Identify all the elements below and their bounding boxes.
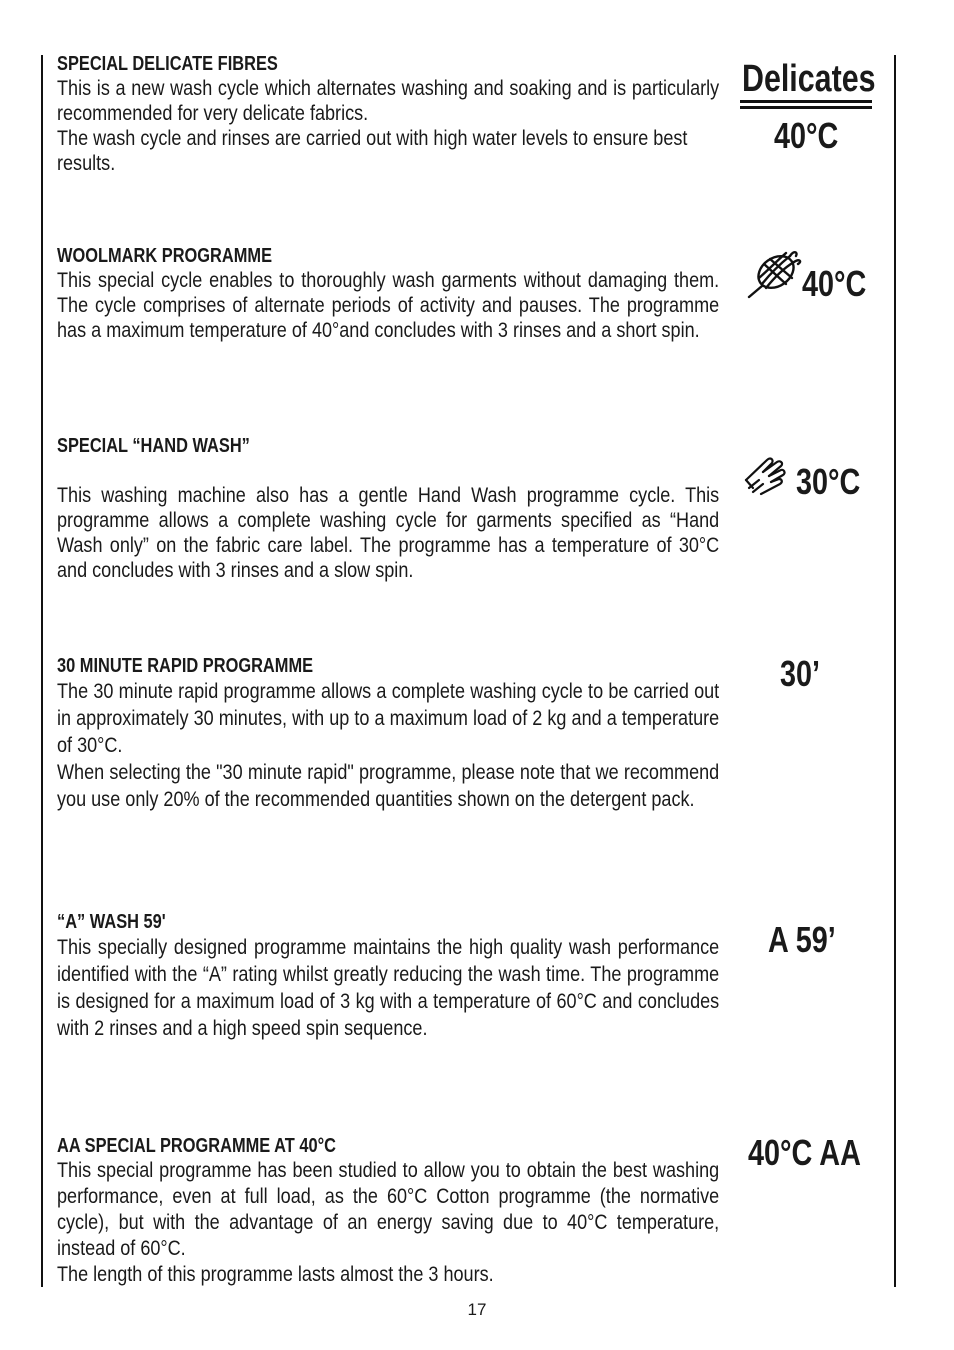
handwash-temperature: 30°C <box>796 461 861 502</box>
section-heading: WOOLMARK PROGRAMME <box>57 245 273 267</box>
section-special-delicate-fibres <box>57 52 720 176</box>
section-paragraph: This special cycle enables to thoroughly wash garments without damaging them. The cycle comprises of alternate periods of activity and pauses. The programme has a maximum temperature of 40°and concludes with 3 rinses and a short spin. <box>57 269 720 342</box>
section-woolmark-programme <box>57 244 720 343</box>
section-aa-special-programme <box>57 1134 720 1288</box>
section-paragraph: When selecting the "30 minute rapid" programme, please note that we recommend you use only 20% of the recommended quantities shown on the detergent pack. <box>57 761 720 811</box>
delicates-temperature: 40°C <box>774 115 839 156</box>
section-heading: SPECIAL “HAND WASH” <box>57 435 250 457</box>
section-heading: SPECIAL DELICATE FIBRES <box>57 53 278 75</box>
section-paragraph: The 30 minute rapid programme allows a complete washing cycle to be carried out in approximately 30 minutes, with up to a maximum load of 2 kg and a temperature of 30°C. <box>57 680 720 757</box>
section-heading: AA SPECIAL PROGRAMME AT 40°C <box>57 1135 337 1157</box>
section-a-wash-59 <box>57 910 720 1042</box>
section-heading: “A” WASH 59' <box>57 911 166 933</box>
section-heading: 30 MINUTE RAPID PROGRAMME <box>57 655 314 677</box>
section-paragraph: This specially designed programme maintains the high quality wash performance identified with the “A” rating whilst greatly reducing the wash time. The programme is designed for a maximum load of 3 kg with a temperature of 60°C and concludes with 2 rinses and a high speed spin sequence. <box>57 936 720 1040</box>
page-number: 17 <box>467 1300 487 1319</box>
a59-label: A 59’ <box>768 919 836 960</box>
section-hand-wash <box>57 434 720 583</box>
section-paragraph: This special programme has been studied to allow you to obtain the best washing performance, even at full load, as the 60°C Cotton programme (the normative cycle), but with the advantage of an energy saving due to 40°C temperature, instead of 60°C. <box>57 1159 720 1260</box>
aa-label: 40°C AA <box>748 1132 861 1173</box>
title-underline <box>740 106 872 109</box>
left-border-line <box>41 55 43 1287</box>
delicates-title: Delicates <box>742 58 876 100</box>
section-paragraph: This washing machine also has a gentle Hand Wash programme cycle. This programme allows a complete washing cycle for garments specified as “Hand Wash only” on the fabric care label. The programme has a temperature of 30°C and concludes with 3 rinses and a slow spin. <box>57 484 720 582</box>
section-paragraph: This is a new wash cycle which alternates washing and soaking and is particularly recommended for very delicate fabrics. <box>57 77 720 125</box>
wool-ball-icon <box>746 244 804 309</box>
rapid-duration-label: 30’ <box>780 653 821 694</box>
title-underline <box>740 100 872 103</box>
hand-wash-icon <box>743 454 789 503</box>
section-paragraph: The length of this programme lasts almost the 3 hours. <box>57 1263 494 1286</box>
section-30-minute-rapid <box>57 654 720 813</box>
section-paragraph: The wash cycle and rinses are carried out with high water levels to ensure best results. <box>57 127 688 175</box>
right-border-line <box>894 55 896 1287</box>
woolmark-temperature: 40°C <box>802 263 867 304</box>
